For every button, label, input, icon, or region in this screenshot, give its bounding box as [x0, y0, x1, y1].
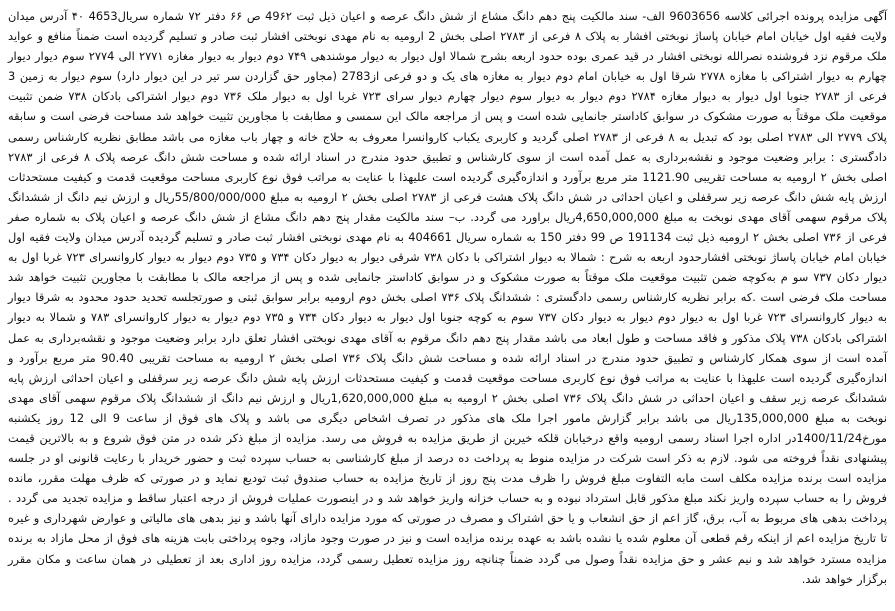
auction-notice-text: آگهی مزایده پرونده اجرائی کلاسه 9603656 الف- سند مالکیت پنج دهم دانگ مشاع از شش دانگ عرصه و اعیان ذیل ثبت 49۶۲ ص ۶۶ دفتر ۷۲ شماره سریال4653 ۴۰ آدرس میدان ولایت فقیه اول خیابان امام خیابان پاساژ نوبختی افشار به پلاک ۸ فرعی از ۲۷۸۳ اصلی بخش 2 ارومیه به نام مهدی نوبختی افشار ثبت صادر و تسلیم گردیده است ضمناً منافع و عواید ملک مرقوم نزد فروشنده نصرالله نوبختی افشار در قید عمری بوده حدود اربعه بشرح شمالا اول دیوار به دیوار موشندهی ۷۴۹ دوم دیوار به دیوار مغازه ۲۷۷۱ الی ۲۷۷4 سوم دیوار دیوار چهارم به دیوار اشتراکی با مغازه ۲۷۷۸ شرقا اول به خیابان امام دوم دیوار به مغازه های یک و دو فرعی از2783 (مجاور حق گزاردن سر تیر در این دیوار دارد) سوم دیوار به زمین 3 فرعی از ۲۷۸۳ جنوبا اول دیوار به دیوار مغازه ۲۷۸۴ دوم دیوار به دیوار سوم دیوار چهارم دیوار سرای ۷۲۳ غربا اول به دیوار ملک ۷۳۶ دوم دیوار اشتراکی بادکان ۷۳۸ ضمن تثبیت موقعیت ملک موقتاً به صورت مشکوک در سوابق کاداستر جانمایی شده است و پس از مراجعه مالک این سمسی و مطابقت با مجاورین تثبیت خواهد شد مساحت فرضی است و سابقه پلاک ۲۷۷۹ الی ۲۷۸۳ اصلی بود که تبدیل به ۸ فرعی از ۲۷۸۳ اصلی گردید و کاربری یکباب کاروانسرا معروف به حلاج خانه و چهار باب مغازه می باشد مطابق نظریه کارشناس رسمی دادگستری : برابر وضعیت موجود و نقشه‌برداری به عمل آمده است از سوی کارشناس و تطبیق حدود مندرج در اسناد ارائه شده و مساحت شش دانگ عرصه پلاک ۸ فرعی از ۲۷۸۳ اصلی بخش ۲ ارومیه به مساحت تقریبی 1121.90 متر مربع برآورد و اندازه‌گیری گردیده است علیهذا با عنایت به مراتب فوق نوع کاربری مساحت موقعیت قدمت و کیفیت مستحدثات ارزش پایه شش دانگ عرصه زیر سرقفلی و اعیان احداثی در شش دانگ پلاک هشت فرعی از ۲۷۸۳ اصلی بخش ۲ ارومیه به مبلغ 55/800/000/000ریال و ارزش نیم دانگ از ششدانگ پلاک مرقوم سهمی آقای مهدی نوبخت به مبلغ 4,650,000,000ریال براورد می گردد. ب– سند مالکیت مقدار پنج دهم دانگ مشاع از شش دانگ عرصه و اعیان پلاک به شماره صفر فرعی از ۷۳۶ اصلی بخش ۲ ارومیه ذیل ثبت 191134 ص 99 دفتر 150 به شماره سریال 404661 به نام مهدی نوبختی افشار ثبت صادر و تسلیم گردیده آدرس میدان ولایت فقیه اول خیابان امام خیابان پاساژ نوبختی افشارحدود اربعه به شرح : شمالا به دیوار اشتراکی با دکان ۷۳۸ شرقی دیوار به دیوار دکان ۷۳۴ و ۷۳۵ دوم دیوار به دیوار کاروانسرای ۷۲۳ غربا اول به دیوار دکان ۷۳۷ سو م به‌کوچه ضمن تثبیت موقعیت ملک موقتاً به صورت مشکوک و در سوابق کاداستر جانمایی شده و پس از مراجعه مالک با مطابقت با مجاورین تثبیت خواهد شد مساحت ملک فرضی است .که برابر نظریه کارشناس رسمی دادگستری : ششدانگ پلاک ۷۳۶ اصلی بخش دوم ارومیه برابر سوابق ثبتی و صورتجلسه تحدید حدود محدود به شرقا دیوار به دیوار کاروانسرای ۷۲۳ غربا اول به دیوار دوم دیوار به دیوار دکان ۷۳۷ سوم به کوچه جنوبا اول دیوار به دیوار دکان ۷۳۴ و ۷۳۵ دوم دیوار به دیوار کاروانسرای ۷۸۳ و شمالا به دیوار اشتراکی بادکان ۷۳۸ پلاک مذکور و فاقد مساحت و طول ابعاد می باشد مقدار پنج دهم دانگ مرقوم به آقای مهدی نوبختی افشار تعلق دارد برابر وضعیت موجود و نقشه‌برداری به عمل آمده است از سوی همکار کارشناس و تطبیق حدود مندرج در اسناد ارائه شده و مساحت شش دانگ پلاک ۷۳۶ اصلی بخش ۲ ارومیه به مساحت تقریبی 90.40 متر مربع برآورد و اندازه‌گیری گردیده است علیهذا با عنایت به مراتب فوق نوع کاربری مساحت موقعیت قدمت و کیفیت مستحدثات ارزش پایه شش دانگ عرصه زیر سرقفلی و اعیان احداثی ارزش پایه ششدانگ عرصه زیر سقف و اعیان احداثی در شش دانگ پلاک ۷۳۶ اصلی بخش ۲ ارومیه به مبلغ 1,620,000,000ریال و ارزش نیم دانگ از ششدانگ پلاک مرقوم سهمی آقای مهدی نوبخت به مبلغ 135,000,000ریال می باشد برابر گزارش مامور اجرا ملک های مذکور در تصرف اشخاص دیگری می باشد و پلاک های فوق از ساعت 9 الی 12 روز یکشنبه مورخ1400/11/24در اداره اجرا اسناد رسمی ارومیه واقع درخیابان قلکه خیرین از طریق مزایده به فروش می رسد. مزایده از مبلغ ذکر شده در متن فوق شروع و به بالاترین قیمت پیشنهادی نقداً فروخته می شود. لازم به ذکر است شرکت در مزایده منوط به پرداخت ده درصد از مبلغ کارشناسی به حساب سپرده ثبت و حضور خریدار با رعایت قانونی او در جلسه مزایده است برنده مزایده مکلف است مابه التفاوت مبلغ فروش را ظرف مدت پنج روز از تاریخ مزایده به حساب صندوق ثبت تودیع نماید و در صورتی که ظرف مهلت مقرر، مانده فروش را به حساب سپرده واریز نکند مبلغ مذکور قابل استرداد نبوده و به حساب خزانه واریز خواهد شد و در اینصورت عملیات فروش از درجه اعتبار ساقط و مزایده تجدید می گردد . پرداخت بدهی های مربوط به آب، برق، گاز اعم از حق انشعاب و یا حق اشتراک و مصرف در صورتی که مورد مزایده دارای آنها باشد و نیز بدهی های مالیاتی و عوارض شهرداری و غیره تا تاریخ مزایده اعم از اینکه رقم قطعی آن معلوم شده یا نشده باشد به عهده برنده مزایده است و نیز در صورت وجود مازاد، وجوه پرداختی بابت هزینه های فوق از محل مازاد به برنده مزایده مسترد خواهد شد و نیم عشر و حق مزایده نقداً وصول می گردد ضمناً چنانچه روز مزایده تعطیل رسمی گردد، مزایده روز اداری بعد از تعطیلی در همان ساعت و مکان مقرر برگزار خواهد شد.: [8, 9, 888, 586]
